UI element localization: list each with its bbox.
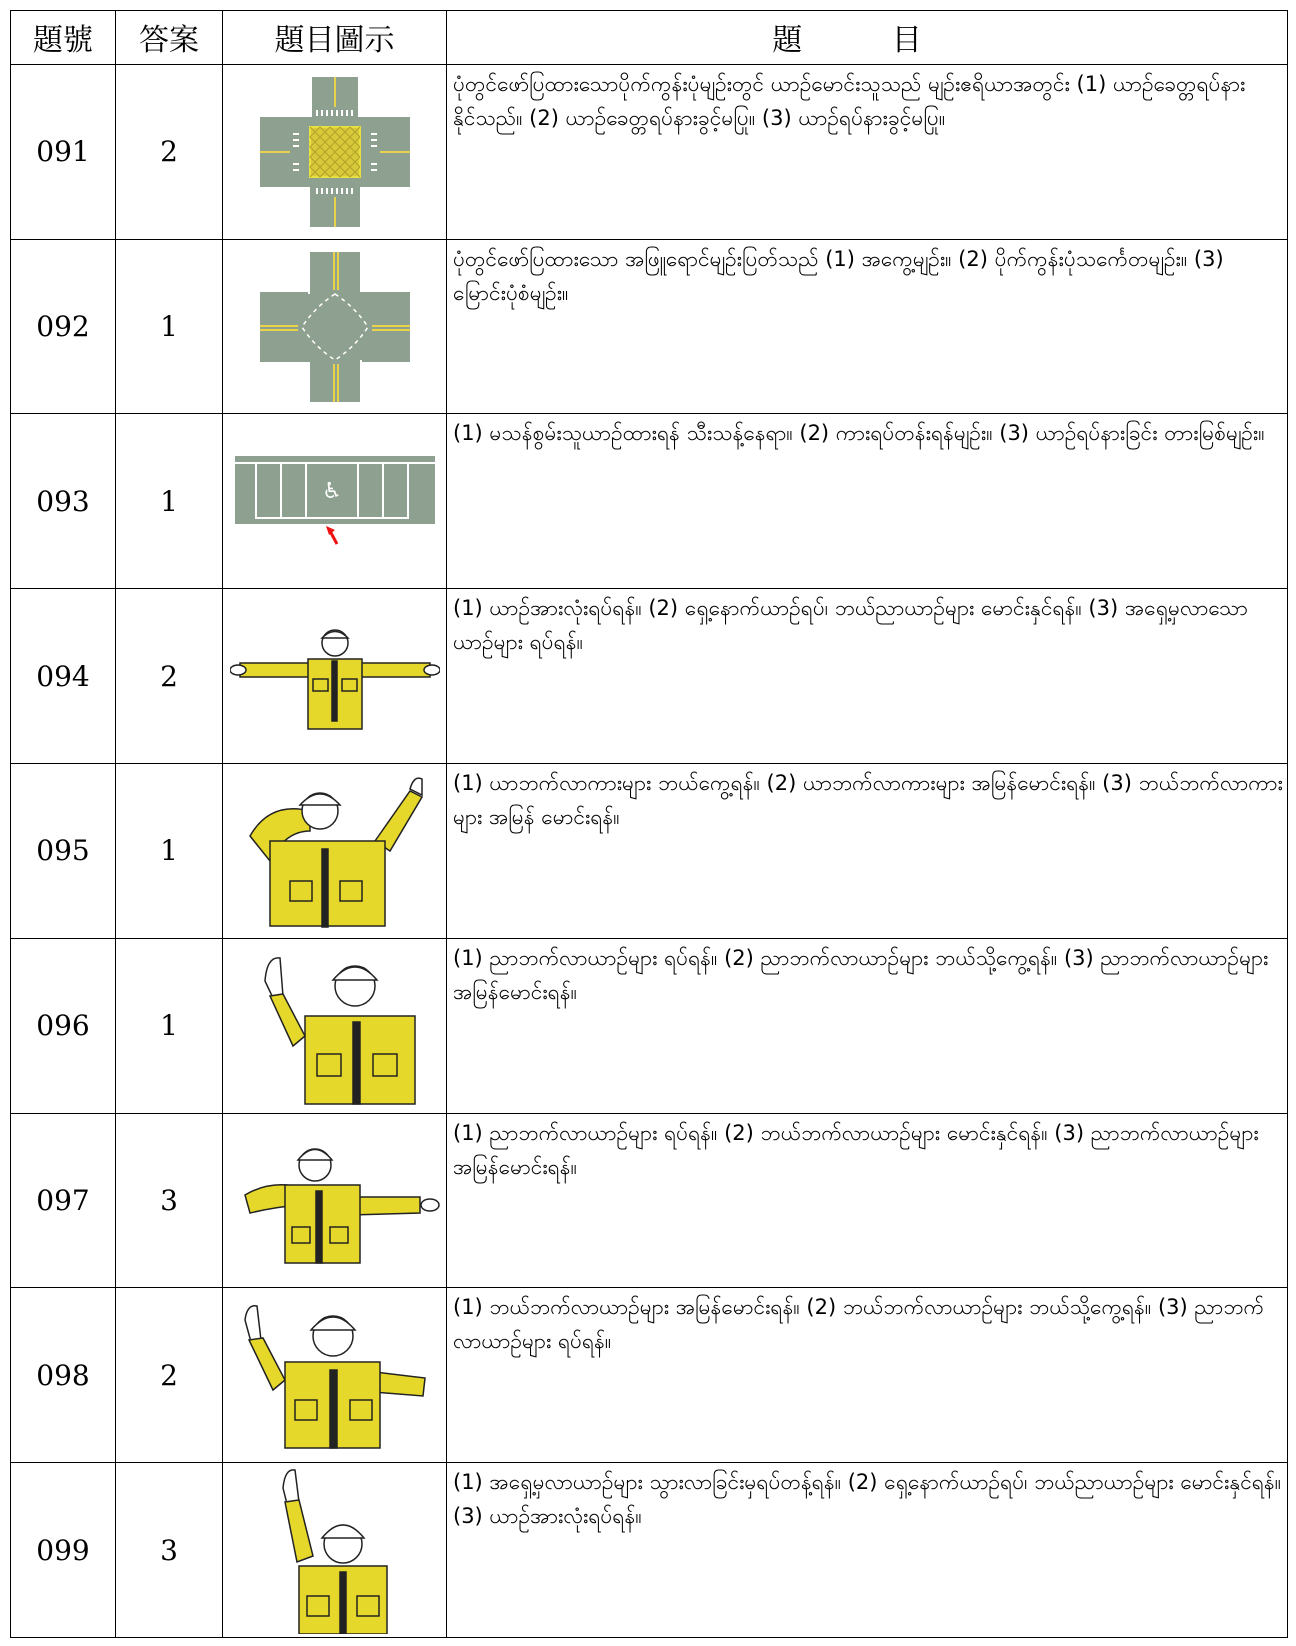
header-question-text: 題 目 — [772, 23, 962, 59]
road-intersection-guide-lines-icon — [260, 252, 410, 402]
image-cell — [223, 1463, 447, 1638]
image-cell — [223, 414, 447, 589]
image-cell — [223, 763, 447, 938]
road-intersection-yellow-grid-icon — [260, 77, 410, 227]
header-number: 題號 — [11, 11, 116, 65]
traffic-police-left-arm-raised-icon — [235, 1300, 435, 1450]
question-row — [11, 239, 1288, 414]
image-cell — [223, 1113, 447, 1288]
header-image: 題目圖示 — [223, 11, 447, 65]
image-cell — [223, 239, 447, 414]
question-row — [11, 64, 1288, 239]
question-row — [11, 938, 1288, 1113]
header-answer: 答案 — [116, 11, 223, 65]
image-cell — [223, 64, 447, 239]
question-row — [11, 1113, 1288, 1288]
header-question — [447, 11, 1288, 65]
question-number: 096 — [11, 938, 116, 1113]
question-number: 094 — [11, 589, 116, 764]
answer: 3 — [116, 1113, 223, 1288]
question-row — [11, 1288, 1288, 1463]
question-table — [10, 10, 1288, 1638]
question-row — [11, 1463, 1288, 1638]
question-number: 092 — [11, 239, 116, 414]
question-row — [11, 589, 1288, 764]
question-number: 095 — [11, 763, 116, 938]
question-text: (1) ယာဉ်အားလုံးရပ်ရန်။ (2) ရှေ့နောက်ယာဉ်ရပ်၊ ဘယ်ညာယာဉ်များ မောင်းနှင်ရန်။ (3) အရှေ့မှလာသောယာဉ်များ ရပ်ရန်။ — [447, 589, 1288, 764]
question-text: (1) ဘယ်ဘက်လာယာဉ်များ အမြန်မောင်းရန်။ (2) ဘယ်ဘက်လာယာဉ်များ ဘယ်သို့ကွေ့ရန်။ (3) ညာဘက်လာယာဉ်များ ရပ်ရန်။ — [447, 1288, 1288, 1463]
traffic-police-whistle-arm-out-icon — [230, 1135, 440, 1265]
image-cell — [223, 589, 447, 764]
question-text: ပုံတွင်ဖော်ပြထားသောပိုက်ကွန်းပုံမျဉ်းတွင် ယာဉ်မောင်းသူသည် မျဉ်းဧရိယာအတွင်း (1) ယာဉ်ခေတ္တရပ်နားနိုင်သည်။ (2) ယာဉ်ခေတ္တရပ်နားခွင့်မပြု။ (3) ယာဉ်ရပ်နားခွင့်မပြု။ — [447, 64, 1288, 239]
svg-text:♿: ♿ — [321, 479, 342, 505]
question-text: (1) ညာဘက်လာယာဉ်များ ရပ်ရန်။ (2) ဘယ်ဘက်လာယာဉ်များ မောင်းနှင်ရန်။ (3) ညာဘက်လာယာဉ်များ အမြန်မောင်းရန်။ — [447, 1113, 1288, 1288]
traffic-police-palm-raised-icon — [245, 946, 425, 1106]
traffic-police-arms-outstretched-icon — [230, 621, 440, 731]
question-row — [11, 414, 1288, 589]
answer: 2 — [116, 1288, 223, 1463]
answer: 1 — [116, 239, 223, 414]
question-text: ပုံတွင်ဖော်ပြထားသော အဖြူရောင်မျဉ်းပြတ်သည် (1) အကွေ့မျဉ်း။ (2) ပိုက်ကွန်းပုံသင်္ကေတမျဉ်း။ (3) မြောင်းပုံစံမျဉ်း။ — [447, 239, 1288, 414]
question-text: (1) ယာဘက်လာကားများ ဘယ်ကွေ့ရန်။ (2) ယာဘက်လာကားများ အမြန်မောင်းရန်။ (3) ဘယ်ဘက်လာကားများ အမြန် မောင်းရန်။ — [447, 763, 1288, 938]
question-number: 099 — [11, 1463, 116, 1638]
question-number: 097 — [11, 1113, 116, 1288]
question-text: (1) အရှေ့မှလာယာဉ်များ သွားလာခြင်းမှရပ်တန့်ရန်။ (2) ရှေ့နောက်ယာဉ်ရပ်၊ ဘယ်ညာယာဉ်များ မောင်းနှင်ရန်။ (3) ယာဉ်အားလုံးရပ်ရန်။ — [447, 1463, 1288, 1638]
question-text: (1) ညာဘက်လာယာဉ်များ ရပ်ရန်။ (2) ညာဘက်လာယာဉ်များ ဘယ်သို့ကွေ့ရန်။ (3) ညာဘက်လာယာဉ်များ အမြန်မောင်းရန်။ — [447, 938, 1288, 1113]
answer: 2 — [116, 589, 223, 764]
image-cell — [223, 938, 447, 1113]
traffic-police-right-arm-raised-icon — [230, 771, 440, 931]
question-text: (1) မသန်စွမ်းသူယာဉ်ထားရန် သီးသန့်နေရာ။ (2) ကားရပ်တန်းရန်မျဉ်း။ (3) ယာဉ်ရပ်နားခြင်း တားမြစ်မျဉ်း။ — [447, 414, 1288, 589]
traffic-police-arm-up-icon — [255, 1466, 415, 1634]
header-row — [11, 11, 1288, 65]
answer: 1 — [116, 938, 223, 1113]
disabled-parking-bay-icon — [235, 446, 435, 556]
answer: 3 — [116, 1463, 223, 1638]
answer: 1 — [116, 763, 223, 938]
question-number: 098 — [11, 1288, 116, 1463]
question-row — [11, 763, 1288, 938]
image-cell — [223, 1288, 447, 1463]
question-number: 093 — [11, 414, 116, 589]
answer: 1 — [116, 414, 223, 589]
question-number: 091 — [11, 64, 116, 239]
answer: 2 — [116, 64, 223, 239]
